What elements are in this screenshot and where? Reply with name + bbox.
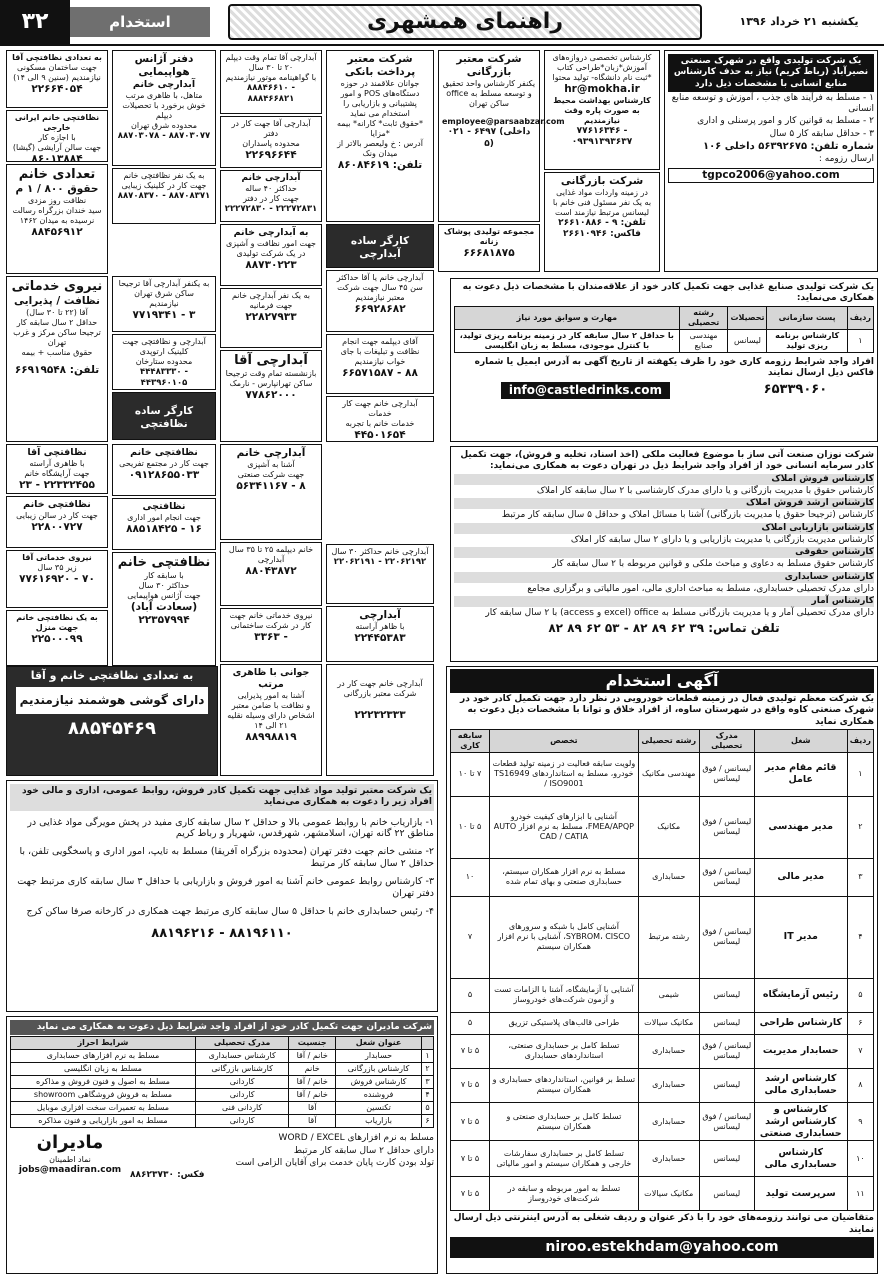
- ad-cleaners-banner: [6, 666, 218, 776]
- ad-phone: ۷۷۸۶۲۰۰۰: [245, 389, 297, 402]
- ad-automotive-parts: [446, 666, 878, 1274]
- ad-line: به یک نفر آبدارچی خانم: [231, 291, 311, 300]
- ad-simple-worker: [326, 224, 434, 268]
- ad-phone: ۷۷۱۹۳۴۱ - ۳: [132, 309, 196, 321]
- ad-farmanieh-server: [220, 288, 322, 348]
- ad-phone: ۲۲۲۷۲۸۳۰ - ۲۲۲۷۲۸۳۱: [224, 204, 318, 215]
- ad-phone: ۰۲۱ - ۶۴۹۷ (داخلی ۵): [447, 127, 531, 149]
- ad-phone: ۸۸۴۵۶۹۱۲: [31, 226, 83, 239]
- ad-email[interactable]: info@castledrinks.com: [501, 382, 670, 399]
- ad-line: خدمات خانم با تجربه: [345, 419, 415, 428]
- ad-travel-agency: [112, 50, 216, 166]
- ad-female-server-30: آبدارچی خانم حداکثر ۳۰ سال ۲۲۰۶۲۱۹۱ - ۲۲۰۶۲۱۹۲: [326, 544, 434, 604]
- ad-item: ۲ - مسلط به قوانین کار و امور پرسنلی و اداری: [697, 116, 874, 127]
- table-row: ۱ حسابدار خانم / آقا کارشناس حسابداری مسلط به نرم افزارهای حسابداری: [11, 1050, 434, 1063]
- ad-line: جهت فرمانیه: [249, 301, 293, 310]
- ad-tea-server-male: [220, 50, 322, 114]
- table-row: ۶ کارشناس طراحی لیسانس مکانیک سیالات طراحی قالب‌های پلاستیکی تزریق ۵: [451, 1012, 874, 1034]
- table-row: ۲ مدیر مهندسی لیسانس / فوق لیسانس مکانیک آشنایی با ابزارهای کیفیت خودرو FMEA/APQP، مسلط به نرم افزار AUTO CAD / CATIA ۵ تا ۱۰: [451, 796, 874, 858]
- ad-line: آبدارچی خانم جهت کار خدمات: [342, 399, 418, 418]
- ad-intro: شرکت مادیران جهت تکمیل کادر خود از افراد واجد شرایط ذیل دعوت به همکاری می نماید: [10, 1020, 434, 1035]
- ad-madiran: شرکت مادیران جهت تکمیل کادر خود از افراد واجد شرایط ذیل دعوت به همکاری می نماید عنوان شغل جنسیت مدرک تحصیلی شرایط احراز ۱ حسابدار خانم / آقا کارشناس حسابداری مسلط به نرم افزارهای حسابداری ۲ کارشناس بازرگانی خانم کارشناس بازرگانی مسلط به زبان انگلیسی ۳ کارشناس فروش خانم / آقا کاردانی مسلط به اصول و فنون فروش و مذاکره ۴ فروشنده خانم / آقا کاردانی مسلط به فروش فروشگاهی showroom ۵ تکنسین آقا کاردانی فنی مسلط به تعمیرات سخت افزاری موبایل ۶ بازاریاب آقا کاردانی مسلط به امور بازاریابی و فنون مذاکره مسلط به نرم افزارهای WORD / EXCEL دارای حداقل ۲ سال سابقه کار مرتبط تولد بودن کارت پایان خدمت برای آقایان الزامی است فکس: ۸۸۶۲۳۷۳۰ مادیران نماد اطمینان jobs@maadiran.com: [6, 1016, 438, 1274]
- table-row: ۷ حسابدار مدیریت لیسانس / فوق لیسانس حسابداری تسلط کامل بر حسابداری صنعتی، استانداردهای حسابداری ۵ تا ۷: [451, 1034, 874, 1068]
- ad-cleaner-salon-2: نظافتچی خانم جهت کار در سالن زیبایی ۲۲۸۰۰۷۲۷: [6, 496, 108, 548]
- ad-line: نیازمندیم: [149, 299, 179, 308]
- ad-intro: یک شرکت معظم تولیدی فعال در زمینه قطعات خودرویی در نظر دارد جهت تکمیل کادر خود در شهرک صنعتی کاوه واقع در شهرستان ساوه، از افراد خلاق و توانا با مشخصات ذیل دعوت به همکاری نماید: [460, 694, 874, 727]
- ad-line: جهت ساختمان مسکونی: [17, 63, 97, 72]
- ad-line: محدوده پاسداران: [242, 139, 300, 148]
- ad-line: در یک شرکت تولیدی: [236, 248, 306, 258]
- ad-line: با گواهینامه موتور نیازمندیم: [225, 73, 317, 82]
- ad-email[interactable]: niroo.estekhdam@yahoo.com: [450, 1237, 874, 1259]
- ad-home-cleaner: به یک نظافتچی خانم جهت منزل ۲۲۵۰۰۰۹۹: [6, 610, 108, 666]
- ad-phone: ۶۶۹۲۸۶۸۲: [354, 303, 406, 315]
- ad-line: بازنشسته تمام وقت ترجیحا ساکن تهرانپارس - نارمک: [225, 369, 317, 389]
- ad-phone: تلفن: ۸۶۰۸۴۶۱۹: [337, 159, 423, 172]
- table-row: ۴ مدیر IT لیسانس / فوق لیسانس رشته مرتبط آشنایی کامل با شبکه و سرورهای SYBROM، CISCO، آشنایی با نرم افزار همکاران سیستم ۷: [451, 896, 874, 978]
- ad-food-sales: یک شرکت معتبر تولید مواد غذایی جهت تکمیل کادر فروش، روابط عمومی، اداری و مالی خود افراد زیر را دعوت به همکاری می‌نماید ۱- بازاریاب خانم با روابط عمومی بالا و حداقل ۲ سال سابقه کاری مفید در پخش مویرگی مواد غذایی در مناطق ۲۲ گانه تهران، اسلامشهر، شهرقدس، شهریار و رباط کریم ۲- منشی خانم جهت دفتر تهران (محدوده بزرگراه آفریقا) مسلط به تایپ، امور اداری و پاسخگویی تلفن، با حداقل ۲ سال سابقه کار مرتبط ۳- کارشناس روابط عمومی خانم آشنا به امور فروش و بازاریابی با حداقل ۳ سال سابقه کاری مرتبط جهت دفتر تهران ۴- رئیس حسابداری خانم با حداقل ۵ سال سابقه کاری مرتبط جهت همکاری در کارخانه صرفا ساکن کرج ۸۸۱۹۶۱۱۰ - ۸۸۱۹۶۲۱۶: [6, 780, 438, 1012]
- ad-phone: ۲۲۸۲۷۹۳۳: [245, 311, 297, 323]
- ad-title: شرکت معتبر پرداخت بانکی: [344, 53, 416, 79]
- ad-line: آبدارچی خانم یا آقا حداکثر سن ۴۵ سال جهت شرکت معتبر نیازمندیم: [336, 273, 424, 302]
- ad-item: ۱ - مسلط به فرآیند های جذب ، آموزش و توسعه منابع انسانی: [671, 92, 874, 114]
- ad-phone: ۸۸۵۴۵۴۶۹: [68, 717, 156, 739]
- ad-phone: ۲۲۶۶۴۰۵۴: [31, 83, 83, 95]
- ad-line: جهت امور نظافت و آشپزی: [226, 238, 316, 248]
- ad-reputable-trading: [438, 50, 565, 222]
- ad-title: نیروی خدماتی: [11, 279, 103, 294]
- table-header: تحصیلات: [728, 306, 767, 329]
- ad-phone: ۴۴۵۰۱۶۵۴: [354, 429, 406, 441]
- ad-line: خوش برخورد با تحصیلات دیپلم: [122, 101, 206, 121]
- ad-title: شرکت بازرگانی: [560, 175, 644, 187]
- ad-phone: ۶۶۵۷۱۵۸۷ - ۸۸: [342, 367, 418, 379]
- ad-line: آدرس : خ ولیعصر بالاتر از میدان ونک: [337, 139, 423, 159]
- ad-title: آبدارچی خانم: [236, 447, 306, 459]
- ad-any-server: [326, 270, 434, 332]
- ad-fax: ۶۵۳۳۹۰۶۰: [763, 382, 828, 397]
- ad-phone: شماره تلفن: ۵۶۳۹۲۶۷۵ داخلی ۱۰۶: [702, 140, 874, 152]
- table-header: ردیف: [847, 306, 873, 329]
- issue-date: یکشنبه ۲۱ خرداد ۱۳۹۶: [739, 15, 859, 29]
- ad-line: محدوده شرق تهران: [130, 121, 198, 131]
- page-header: [0, 0, 884, 46]
- ad-email[interactable]: hr@mokha.ir: [564, 83, 640, 95]
- ad-fax: فکس: ۸۸۶۲۳۷۳۰: [130, 1170, 205, 1180]
- ad-phone: ۸۸۷۰۳۰۷۸ - ۸۸۷۰۳۰۷۷: [117, 131, 211, 142]
- ad-bank-payment: [326, 50, 434, 222]
- ad-trading-female-server: آبدارچی خانم جهت کار در شرکت معتبر بازرگانی ۲۲۲۳۲۳۳۳: [326, 664, 434, 776]
- ad-fax: فاکس: ۲۶۶۱۰۹۴۶: [563, 229, 641, 240]
- ad-footer: افراد واجد شرایط رزومه کاری خود را ظرف یکهفته از تاریخ آگهی به آدرس ایمیل یا شماره فاکس ذیل ارسال نمایند: [474, 356, 874, 378]
- table-header: رشته تحصیلی: [679, 306, 728, 329]
- table-header: مهارت و سوابق مورد نیاز: [455, 306, 680, 329]
- ad-intro: شرکت نوزان صنعت آتی ساز با موضوع فعالیت ملکی (اخذ اسناد، تخلیه و فروش)، جهت تکمیل کادر سرمایه انسانی خود از افراد واجد شرایط ذیل در تهران دعوت به همکاری می‌نماید:: [460, 450, 874, 472]
- ad-phone: ۸۸۱۹۶۱۱۰ - ۸۸۱۹۶۲۱۶: [151, 925, 293, 941]
- ad-line: با اجازه کار: [38, 133, 76, 142]
- ad-cleaner-salon: [6, 110, 108, 165]
- ad-line: *حقوق ثابت* کارانه* بیمه *مزایا: [336, 119, 424, 139]
- table-row: ۵ تکنسین آقا کاردانی فنی مسلط به تعمیرات سخت افزاری موبایل: [11, 1102, 434, 1115]
- table-row: ۹ کارشناس و کارشناس ارشد حسابداری صنعتی لیسانس / فوق لیسانس حسابداری تسلط کامل بر حسابداری صنعتی و همکاران سیستم ۵ تا ۷: [451, 1102, 874, 1141]
- ad-orthopedic-clinic: [112, 334, 216, 390]
- ad-construction-service: نیروی خدماتی خانم جهت کار در شرکت ساختمانی ۳۳۶۳ -: [220, 608, 322, 662]
- ad-service-staff: [6, 276, 108, 442]
- ad-title: کارگر ساده آبدارچی: [350, 235, 410, 261]
- ad-experienced-cleaner: نظافتچی خانم با سابقه کار حداکثر ۳۰ سال جهت آژانس هواپیمایی (سعادت آباد) ۲۲۳۵۷۹۹۴: [112, 552, 216, 666]
- ad-email[interactable]: employee@parsaabzar.com: [442, 117, 565, 127]
- ad-phone: تلفن: ۶۶۹۱۹۵۴۸: [14, 364, 100, 377]
- ad-line: سید خندان بزرگراه رسالت: [12, 206, 102, 216]
- ad-title: نظافتچی خانم: [130, 447, 198, 458]
- ad-line: جهت کار در دفتر: [243, 194, 299, 204]
- ad-line: *ثبت نام دانشگاه- تولید محتوا: [552, 73, 652, 82]
- ad-real-estate: شرکت نوزان صنعت آتی ساز با موضوع فعالیت ملکی (اخذ اسناد، تخلیه و فروش)، جهت تکمیل کادر سرمایه انسانی خود از افراد واجد شرایط ذیل در تهران دعوت به همکاری می‌نماید: کارشناس فروش املاک کارشناس حقوق با مدیریت بازرگانی و یا دارای مدرک کارشناسی با ۲ سال سابقه کار املاک کارشناس ارشد فروش املاک کارشناس (ترجیحا حقوق یا مدیریت بازرگانی) آشنا با مسائل املاک و حداقل ۵ سال سابقه کار مرتبط کارشناس بازاریابی املاک کارشناس مدیریت بازرگانی یا مدیریت بازاریابی و یا دارای ۲ سال سابقه کار املاک کارشناس حقوقی کارشناس حقوق مسلط به دعاوی و مباحث ملکی و قوانین مربوطه با ۲ سال سابقه کار کارشناس حسابداری دارای مدرک تحصیلی حسابداری، مسلط به مباحث اداری مالی، امور مالیاتی و برگزاری مجامع کارشناس آمار دارای مدرک تحصیلی آمار و یا مدیریت بازرگانی مسلط به office (excel و access) با ۲ سال سابقه کار تلفن تماس: ۳۹ ۶۲ ۸۹ ۸۲ - ۵۳ ۶۲ ۸۹ ۸۲: [450, 446, 878, 662]
- ad-cleaner-residential: [6, 50, 108, 108]
- ad-phone: ۸۸۸۴۶۶۱۰ - ۸۸۸۴۶۶۸۲۱: [247, 83, 295, 104]
- ad-line: نظافت / پذیرایی: [14, 295, 100, 308]
- section-title: استخدام: [70, 7, 210, 37]
- table-row: ۲ کارشناس بازرگانی خانم کارشناس بازرگانی مسلط به زبان انگلیسی: [11, 1063, 434, 1076]
- ad-phone: ۲۲۶۹۶۶۴۴: [245, 149, 297, 161]
- ad-title: تعدادی خانم: [18, 167, 96, 182]
- ad-phone: تلفن: ۹ - ۲۶۶۱۰۸۸۶: [558, 218, 646, 229]
- ad-line: آقا (۲۲ تا ۳۰ سال): [26, 308, 88, 318]
- automotive-table: ردیف شغل مدرک تحصیلی رشته تحصیلی تخصص سابقه کاری ۱ قائم مقام مدیر عامل لیسانس / فوق لیسانس مهندسی مکانیک ولویت سابقه فعالیت در زمینه تولید قطعات خودرو، مسلط به استانداردهای TS16949 / ISO9001 ۷ تا ۱۰ ۲ مدیر مهندسی لیسانس / فوق لیسانس مکانیک آشنایی با ابزارهای کیفیت خودرو FMEA/APQP، مسلط به نرم افزار AUTO CAD / CATIA ۵ تا ۱۰ ۳ مدیر مالی لیسانس / فوق لیسانس حسابداری مسلط به نرم افزار همکاران سیستم، حسابداری صنعتی و بهای تمام شده ۱۰ ۴ مدیر IT لیسانس / فوق لیسانس رشته مرتبط آشنایی کامل با شبکه و سرورهای SYBROM، CISCO، آشنایی با نرم افزار همکاران سیستم ۷ ۵ رئیس آزمایشگاه لیسانس شیمی آشنایی با آزمایشگاه، آشنا با الزامات تست و آزمون شرکت‌های خودروساز ۵ ۶ کارشناس طراحی لیسانس مکانیک سیالات طراحی قالب‌های پلاستیکی تزریق ۵ ۷ حسابدار مدیریت لیسانس / فوق لیسانس حسابداری تسلط کامل بر حسابداری صنعتی، استانداردهای حسابداری ۵ تا ۷ ۸ کارشناس ارشد حسابداری مالی لیسانس حسابداری تسلط بر قوانین، استانداردهای حسابداری و همکاران سیستم ۵ تا ۷ ۹ کارشناس و کارشناس ارشد حسابداری صنعتی لیسانس / فوق لیسانس حسابداری تسلط کامل بر حسابداری صنعتی و همکاران سیستم ۵ تا ۷ ۱۰ کارشناس حسابداری مالی لیسانس حسابداری تسلط کامل بر حسابداری سفارشات خارجی و همکاران سیستم و امور مالیاتی ۵ تا ۷ ۱۱ سرپرست تولید لیسانس مکانیک سیالات تسلط به امور مربوطه و سابقه در شرکت‌های خودروساز ۵ تا ۷: [450, 729, 874, 1212]
- ad-line: آبدارچی آقا تمام وقت دیپلم ۲۰ تا ۳۰ سال: [225, 53, 317, 72]
- table-row: ۶ بازاریاب آقا کاردانی مسلط به امور بازاریابی و فنون مذاکره: [11, 1115, 434, 1128]
- table-row: ۳ مدیر مالی لیسانس / فوق لیسانس حسابداری مسلط به نرم افزار همکاران سیستم، حسابداری صنعتی و بهای تمام شده ۱۰: [451, 858, 874, 896]
- ad-footer: متقاضیان می توانند رزومه‌های خود را با ذکر عنوان و ردیف شغلی به آدرس اینترنتی ذیل ارسال نمایند: [453, 1213, 874, 1235]
- ad-title: به تعدادی نظافتچی خانم و آقا: [30, 669, 194, 682]
- ad-tea-server-female: [220, 170, 322, 222]
- ad-service-male-35: نیروی خدماتی آقا زیر ۳۵ سال ۷۷۶۱۶۹۲۰ - ۷۰: [6, 550, 108, 608]
- madiran-table: عنوان شغل جنسیت مدرک تحصیلی شرایط احراز ۱ حسابدار خانم / آقا کارشناس حسابداری مسلط به نرم افزارهای حسابداری ۲ کارشناس بازرگانی خانم کارشناس بازرگانی مسلط به زبان انگلیسی ۳ کارشناس فروش خانم / آقا کاردانی مسلط به اصول و فنون فروش و مذاکره ۴ فروشنده خانم / آقا کاردانی مسلط به فروش فروشگاهی showroom ۵ تکنسین آقا کاردانی فنی مسلط به تعمیرات سخت افزاری موبایل ۶ بازاریاب آقا کاردانی مسلط به امور بازاریابی و فنون مذاکره: [10, 1036, 434, 1128]
- ad-office-cleaner: نظافتچی جهت انجام امور اداری ۸۸۵۱۸۴۲۵ - ۱۶: [112, 498, 216, 550]
- ad-line: نظافتچی خانم ایرانی خارجی: [14, 113, 100, 132]
- ad-line: جهت سالن آرایشی (گیشا): [12, 143, 102, 152]
- ad-diploma-male: [326, 334, 434, 394]
- ad-clothing-group: مجموعه تولیدی پوشاک زنانه ۶۶۶۸۱۸۷۵: [438, 224, 540, 272]
- ad-line: آقای دیپلمه جهت انجام نظافت و تبلیغات با جای خواب نیازمندیم: [340, 337, 420, 366]
- ad-line: به تعدادی نظافتچی آقا: [12, 53, 102, 62]
- table-header: پست سازمانی: [767, 306, 847, 329]
- ad-title: آگهی استخدام: [450, 669, 874, 693]
- ad-subtitle: آبدارچی خانم: [132, 79, 196, 91]
- ad-line: حقوق مناسب + بیمه: [21, 348, 93, 358]
- table-row: ۱ کارشناس برنامه ریزی تولید لیسانس مهندسی صنایع با حداقل ۲ سال سابقه کار در زمینه برنامه ریزی تولید، با کنترل موجودی، مسلط به زبان انگلیسی: [455, 329, 874, 352]
- table-row: ۵ رئیس آزمایشگاه لیسانس شیمی آشنایی با آزمایشگاه، آشنا با الزامات تست و آزمون شرکت‌های خودروساز ۵: [451, 978, 874, 1012]
- ad-food-company: [450, 278, 878, 442]
- ad-cleaner-clinic: به یک نفر نظافتچی خانم جهت کار در کلینیک زیبایی ۸۸۷۰۸۳۷۰ - ۸۸۷۰۸۳۷۱: [112, 168, 216, 224]
- ad-line: نرسیده به میدان ۱۴۶۲: [19, 216, 95, 226]
- ad-cleaner-beauty: نظافتچی آقا با ظاهری آراسته جهت آرایشگاه خانم ۲۳ - ۲۲۳۳۲۴۵۵: [6, 444, 108, 494]
- ad-retired-server: [220, 350, 322, 442]
- ad-line: حقوق ۸۰۰ / ۱ م: [15, 183, 99, 196]
- ad-title: به آبدارچی خانم: [233, 227, 309, 238]
- ad-line: ترجیحا ساکن مرکز و غرب تهران: [13, 328, 101, 348]
- ad-title: شرکت معتبر بازرگانی: [456, 53, 522, 79]
- ad-intro: یک شرکت تولیدی صنایع غذایی جهت تکمیل کادر خود از علاقه‌مندان با مشخصات ذیل دعوت به همکاری می‌نماید:: [462, 282, 874, 304]
- ad-title: آبدارچی آقا: [234, 353, 308, 368]
- ad-simple-cleaner: [112, 392, 216, 440]
- ad-entertainment-cleaner: نظافتچی خانم جهت کار در مجتمع تفریحی ۰۹۱۲۸۶۵۵۰۳۳: [112, 444, 216, 496]
- ad-line: محدوده ستارخان: [135, 357, 193, 366]
- table-row: ۳ کارشناس فروش خانم / آقا کاردانی مسلط به اصول و فنون فروش و مذاکره: [11, 1076, 434, 1089]
- ad-title: نظافتچی خانم: [23, 499, 91, 510]
- table-row: ۱۱ سرپرست تولید لیسانس مکانیک سیالات تسلط به امور مربوطه و سابقه در شرکت‌های خودروساز ۵ تا ۷: [451, 1177, 874, 1211]
- ad-diploma-female: خانم دیپلمه ۲۵ تا ۳۵ سال آبدارچی ۸۸۰۴۳۸۷۲: [220, 542, 322, 606]
- ad-line: آبدارچی آقا جهت کار در دفتر: [231, 119, 311, 138]
- ad-line: جوانان علاقمند در حوزه دستگاه‌های POS و امور پشتیبانی و بازاریابی را استخدام می نماید: [340, 79, 420, 119]
- ad-title: نظافتچی آقا: [27, 447, 87, 458]
- publication-logo: راهنمای همشهری: [228, 4, 702, 40]
- ad-line: حداکثر ۴۰ ساله: [245, 184, 297, 194]
- ad-phone: ۴۴۴۸۳۳۳۰ - ۴۴۳۹۶۰۱۰۵: [140, 367, 188, 388]
- ad-item: ۳ - حداقل سابقه کار ۵ سال: [769, 128, 874, 139]
- ad-training-jobs: [544, 50, 660, 170]
- ad-tea-server-office: [220, 116, 322, 168]
- ad-pantry-server: آبدارچی با ظاهر آراسته ۲۲۴۴۵۳۸۳: [326, 606, 434, 662]
- ad-tea-server-east: [112, 276, 216, 332]
- ad-title: یک شرکت تولیدی واقع در شهرک صنعتی نصیرآباد (رباط کریم) نیاز به حذف کارشناس منابع انسانی با مشخصات ذیل دارد: [668, 54, 874, 92]
- ad-line: نظافت روز مزدی: [27, 196, 87, 206]
- ad-email[interactable]: tgpco2006@yahoo.com: [668, 168, 874, 183]
- ad-title: جوانی با ظاهری مرتب: [232, 667, 310, 690]
- ad-phone: ۷۷۶۱۶۳۴۶ - ۰۹۳۹۱۳۹۳۶۳۷: [571, 126, 633, 148]
- ad-title: نظافتچی: [142, 501, 186, 512]
- ad-resume-label: ارسال رزومه :: [818, 154, 874, 165]
- ad-tea-server-cleaning: [220, 224, 322, 286]
- ad-phone: ۸۶۰۱۳۸۸۴: [31, 153, 83, 165]
- ad-line: به یکنفر آبدارچی آقا ترجیحا ساکن شرق تهران: [118, 279, 210, 298]
- table-row: ۴ فروشنده خانم / آقا کاردانی مسلط به فروش فروشگاهی showroom: [11, 1089, 434, 1102]
- ad-title: آبدارچی خانم: [241, 173, 301, 183]
- ad-line: یکنفر کارشناس واحد تحقیق و توسعه مسلط به office: [442, 79, 536, 99]
- ad-line: به یک نفر مسئول فنی خانم با لیسانس مرتبط نیازمند است: [552, 198, 652, 218]
- requirements-table: [454, 306, 874, 353]
- page-number: ۳۲: [0, 0, 70, 44]
- ad-industrial-server: آبدارچی خانم آشنا به آشپزی جهت شرکت صنعتی ۵۶۳۴۱۱۶۷ - ۸: [220, 444, 322, 540]
- ad-line: آبدارچی و نظافتچی جهت کلینیک ارتوپدی: [122, 337, 206, 356]
- table-row: ۱ قائم مقام مدیر عامل لیسانس / فوق لیسانس مهندسی مکانیک ولویت سابقه فعالیت در زمینه تولید قطعات خودرو، مسلط به استانداردهای TS16949 / ISO9001 ۷ تا ۱۰: [451, 752, 874, 796]
- ad-intro: یک شرکت معتبر تولید مواد غذایی جهت تکمیل کادر فروش، روابط عمومی، اداری و مالی خود افراد زیر را دعوت به همکاری می‌نماید: [10, 784, 434, 811]
- ad-line: متاهل، با ظاهری مرتب: [125, 91, 203, 101]
- ad-line: حداقل ۲ سال سابقه کار: [16, 318, 98, 328]
- ad-title: آبدارچی: [359, 609, 401, 621]
- ad-line: کارشناس بهداشت محیط به صورت پاره وقت نیازمندیم: [553, 96, 651, 126]
- ad-email[interactable]: jobs@maadiran.com: [18, 1164, 122, 1175]
- ad-text: دارای گوشی هوشمند نیازمندیم: [16, 687, 208, 714]
- table-row: ۸ کارشناس ارشد حسابداری مالی لیسانس حسابداری تسلط بر قوانین، استانداردهای حسابداری و همکاران سیستم ۵ تا ۷: [451, 1068, 874, 1102]
- ad-title: کارگر ساده نظافتچی: [134, 405, 194, 431]
- ad-line: کارشناس تخصصی دروازه‌های آموزش*زبان*طراحی کتاب: [552, 53, 652, 72]
- ad-title: نظافتچی خانم: [117, 555, 211, 570]
- ad-service-female: [326, 396, 434, 442]
- ad-line: در زمینه واردات مواد غذایی: [556, 188, 648, 198]
- ad-line: نیازمندیم (سنین ۹ الی ۱۴): [13, 73, 101, 82]
- table-row: ۱۰ کارشناس حسابداری مالی لیسانس حسابداری تسلط کامل بر حسابداری سفارشات خارجی و همکاران سیستم و امور مالیاتی ۵ تا ۷: [451, 1141, 874, 1177]
- ad-phone: ۸۸۷۳۰۲۲۳: [245, 258, 297, 271]
- madiran-logo: مادیران: [36, 1132, 104, 1154]
- ad-title: دفتر آژانس هواپیمایی: [134, 53, 194, 79]
- ad-hr-specialist: [664, 50, 878, 272]
- ad-trading-company: [544, 172, 660, 272]
- ad-phone: تلفن تماس: ۳۹ ۶۲ ۸۹ ۸۲ - ۵۳ ۶۲ ۸۹ ۸۲: [548, 620, 780, 635]
- ad-line: ساکن تهران: [468, 99, 509, 109]
- ad-women-cleaning: [6, 164, 108, 274]
- ad-young-man: جوانی با ظاهری مرتب آشنا به امور پذیرایی و نظافت با ضامن معتبر اشخاص دارای وسیله نقلیه ۲۱ الی ۱۴ ۸۸۹۹۸۸۱۹: [220, 664, 322, 776]
